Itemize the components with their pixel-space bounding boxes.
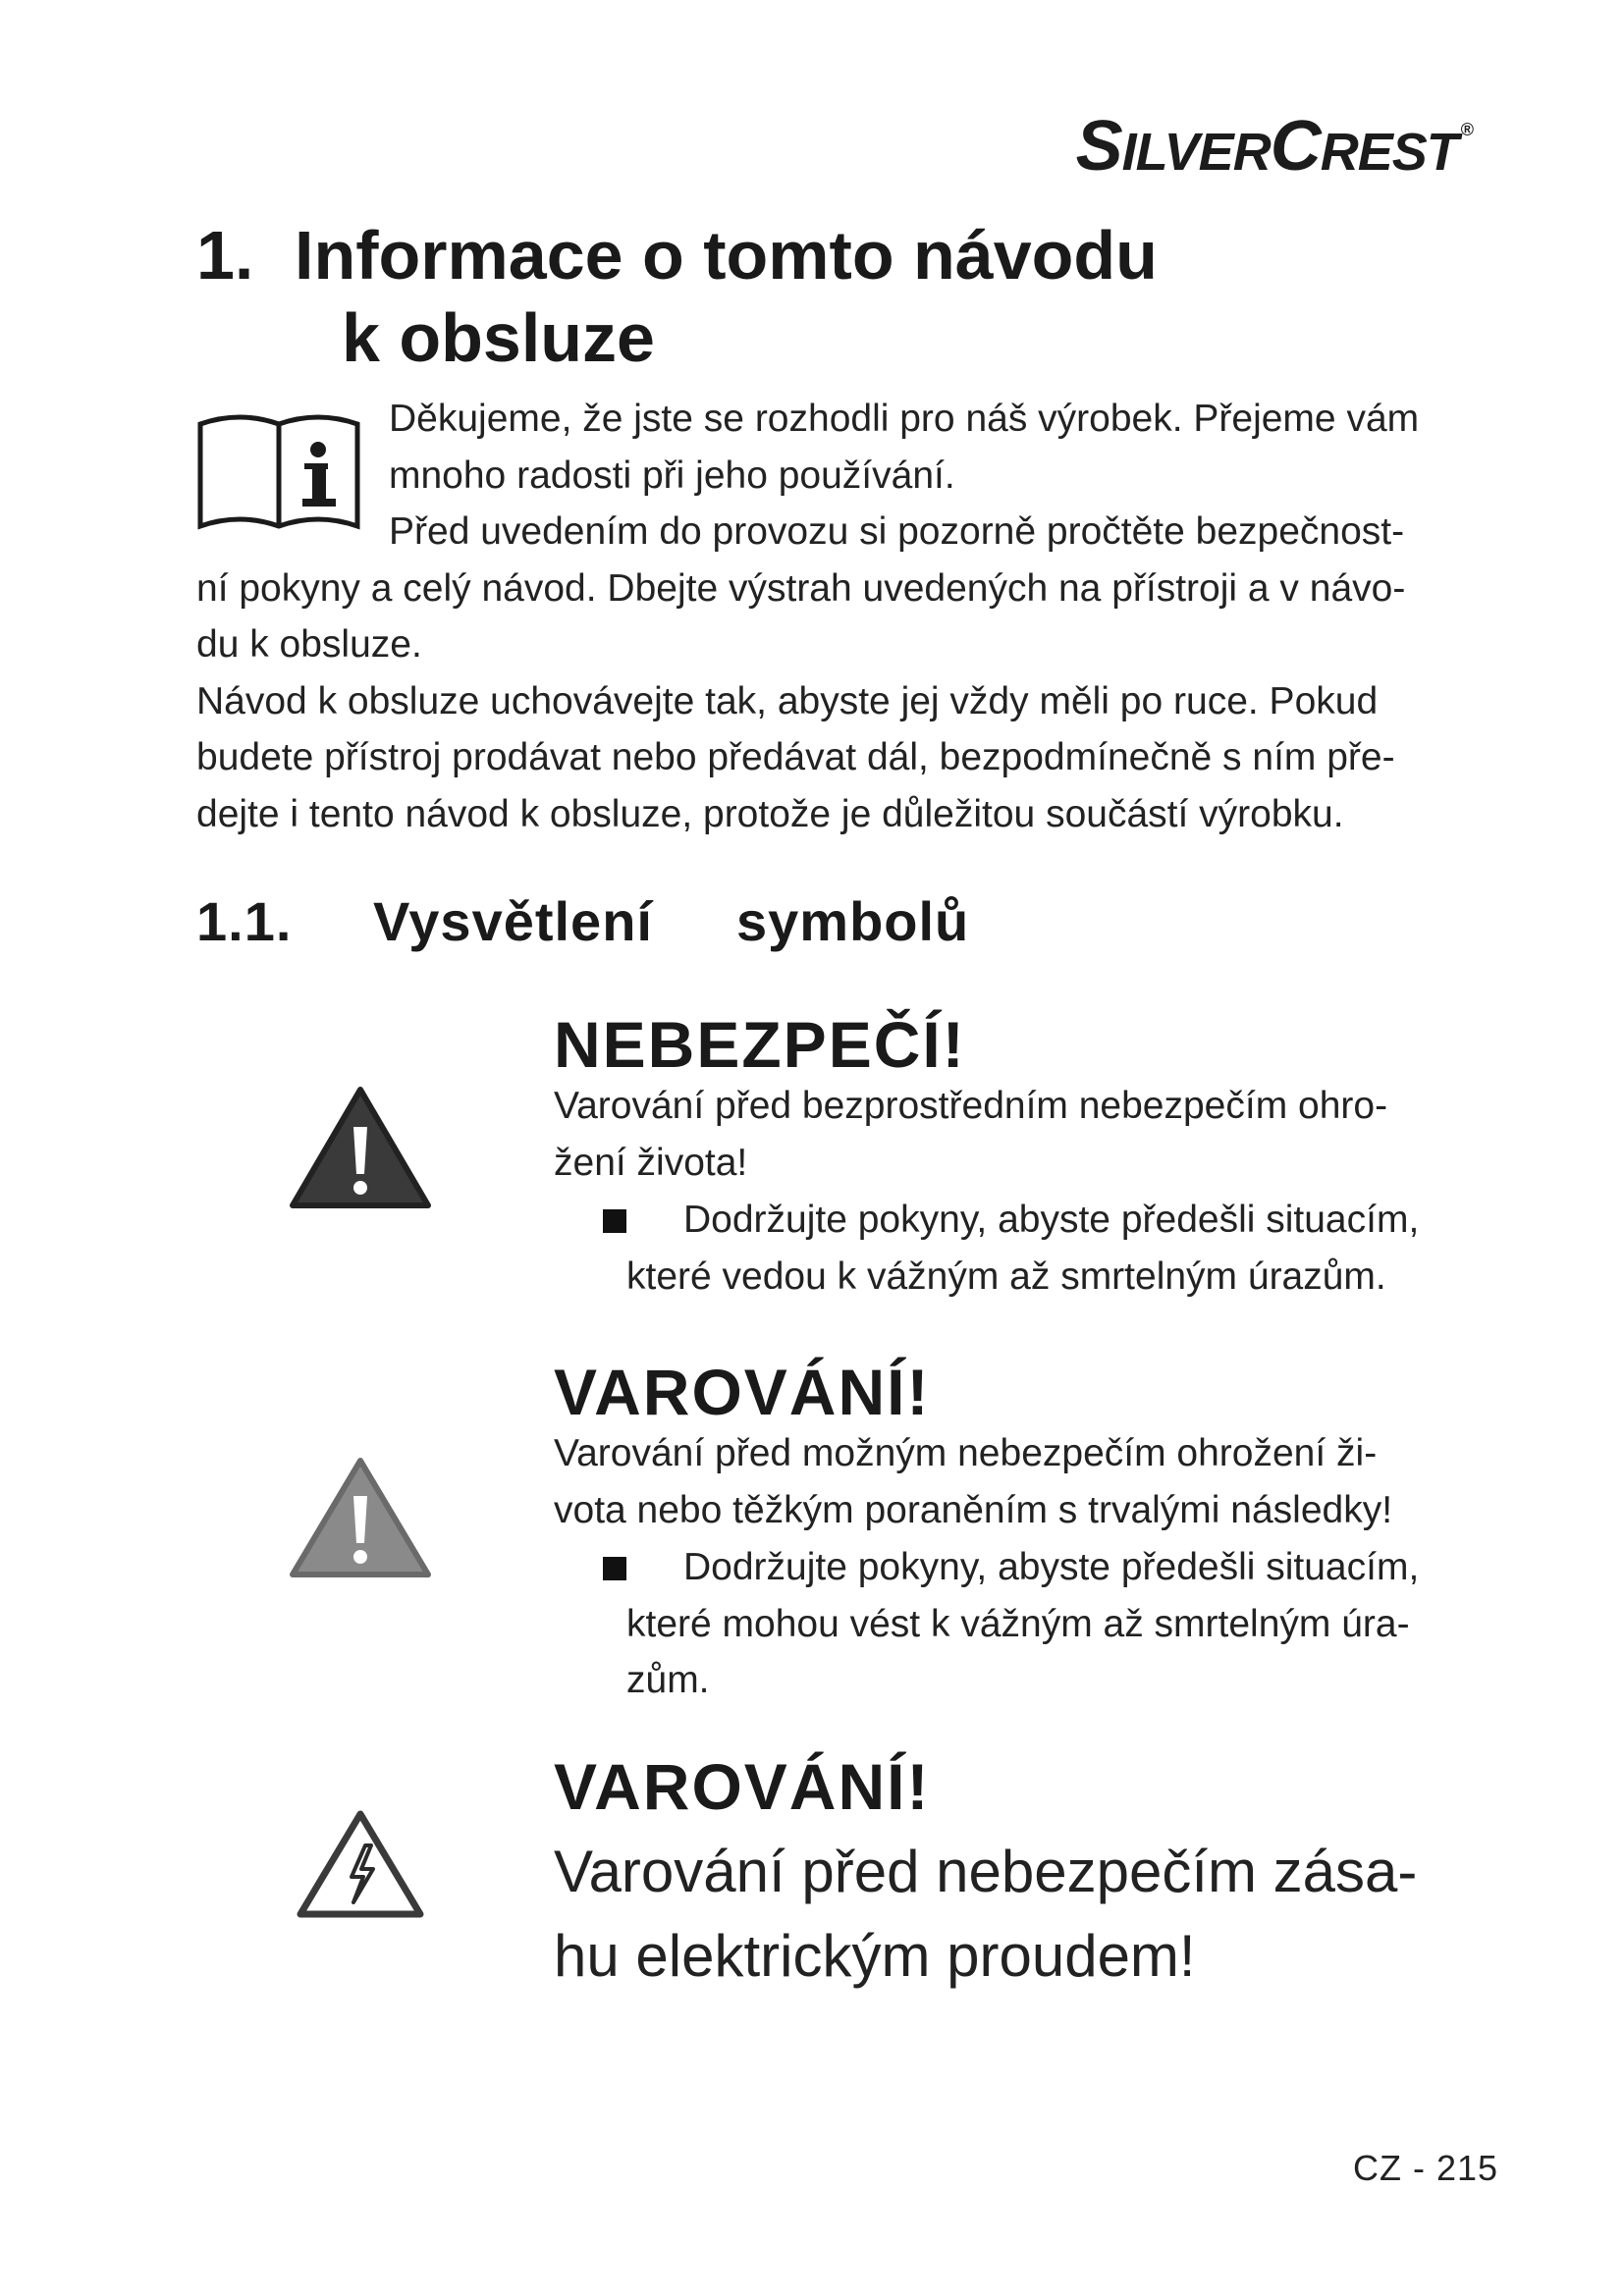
section-title	[196, 214, 1158, 379]
warning-instruction: Dodržujte pokyny, abyste předešli situacím, které mohou vést k vážným až smrtelným úra- zům.	[603, 1539, 1496, 1709]
bullet-square-icon	[603, 1557, 626, 1580]
bullet-square-icon	[603, 1209, 626, 1233]
electric-warning-title: VAROVÁNÍ!	[554, 1750, 931, 1823]
intro-text: Děkujeme, že jste se rozhodli pro náš výrobek. Přejeme vám mnoho radosti při jeho používání.	[389, 398, 1420, 497]
danger-title: NEBEZPEČÍ!	[554, 1008, 966, 1081]
danger-description: Varování před bezprostředním nebezpečím ohro- žení života!	[554, 1085, 1388, 1184]
warning-triangle-icon	[287, 1084, 434, 1213]
electric-hazard-icon	[295, 1806, 426, 1922]
warning-description: Varování před možným nebezpečím ohrožení ži- vota nebo těžkým poraněním s trvalými následky!	[554, 1432, 1393, 1531]
warning-triangle-icon	[287, 1455, 434, 1582]
danger-instruction: Dodržujte pokyny, abyste předešli situacím, které vedou k vážným až smrtelným úrazům.	[603, 1192, 1487, 1305]
electric-warning-description: Varování před nebezpečím zása- hu elektrickým proudem!	[554, 1839, 1418, 1989]
brand-logo: SILVERCREST ®	[1075, 107, 1473, 186]
section-title-line1: Informace o tomto návodu	[295, 217, 1158, 294]
intro-paragraphs: Před uvedením do provozu si pozorně pročtěte bezpečnost- ní pokyny a celý návod. Dbejte výstrah uvedených na přístroji a v návo- du k obsluze. Návod k obsluze uchovávejte tak, abyste jej vždy měli po ruce. Pokud budete přístroj prodávat nebo předávat dál, bezpodmínečně s ním pře- dejte i tento návod k obsluze, protože je důležitou součástí výrobku.	[196, 510, 1406, 835]
warning-title: VAROVÁNÍ!	[554, 1356, 931, 1428]
page-number: CZ - 215	[1353, 2148, 1499, 2188]
subsection-title: 1.1. Vysvětlení symbolů	[196, 887, 969, 956]
section-number: 1.	[196, 217, 254, 294]
section-title-line2: k obsluze	[342, 299, 655, 376]
subsection-number: 1.1.	[196, 890, 293, 952]
